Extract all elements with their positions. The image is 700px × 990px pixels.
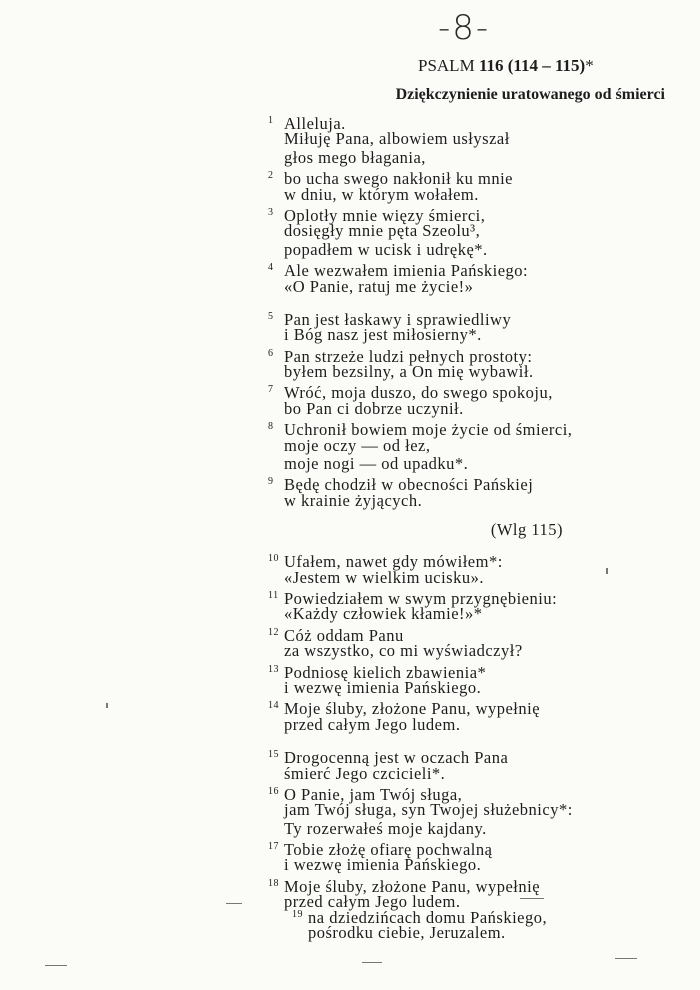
psalm-title xyxy=(418,56,594,76)
verse-line xyxy=(268,624,628,645)
verse-line xyxy=(268,856,628,874)
verse-block xyxy=(268,112,628,912)
verse-line xyxy=(268,838,628,860)
scan-artifact xyxy=(362,962,382,963)
verse-number: 12 xyxy=(268,626,279,638)
verse-line xyxy=(268,765,628,783)
verse-text: Wróć, moja duszo, do swego spokoju, xyxy=(284,383,553,403)
verse-line xyxy=(268,455,628,473)
verse-line xyxy=(268,418,628,440)
verse-number: 7 xyxy=(268,384,274,396)
verse-number: 14 xyxy=(268,700,279,712)
verse-text: Będę chodził w obecności Pańskiej xyxy=(284,475,534,495)
verse-text: w dniu, w którym wołałem. xyxy=(284,184,479,204)
verse-line xyxy=(268,569,628,587)
verse-line xyxy=(268,259,628,281)
verse-text: moje nogi — od upadku*. xyxy=(284,454,469,474)
verse-text: dosięgły mnie pęta Szeolu³, xyxy=(284,221,481,241)
verse-number: 8 xyxy=(268,421,274,433)
verse-line xyxy=(268,661,628,682)
verse-text: i Bóg nasz jest miłosierny*. xyxy=(284,325,482,345)
verse-line xyxy=(268,875,628,896)
verse-line xyxy=(268,587,628,608)
verse-text: Moje śluby, złożone Panu, wypełnię xyxy=(284,699,541,719)
verse-line xyxy=(268,381,628,403)
verse-line xyxy=(268,716,628,734)
page-number: -8- xyxy=(438,8,491,48)
psalm-title-prefix: PSALM xyxy=(418,56,479,75)
verse-text: «O Panie, ratuj me życie!» xyxy=(284,276,474,296)
verse-text: jam Twój sługa, syn Twojej służebnicy*: xyxy=(284,800,573,820)
verse-text: Miłuję Pana, albowiem usłyszał xyxy=(284,129,510,149)
verse-text: Pan jest łaskawy i sprawiedliwy xyxy=(284,309,512,329)
verse-text: w krainie żyjących. xyxy=(284,490,423,510)
verse-line xyxy=(268,363,628,381)
stanza-gap xyxy=(268,734,628,746)
verse-text: pośrodku ciebie, Jeruzalem. xyxy=(308,923,506,943)
verse-line xyxy=(268,204,628,225)
verse-number: 11 xyxy=(268,589,279,601)
verse-text: za wszystko, co mi wyświadczył? xyxy=(284,641,523,661)
verse-number: 5 xyxy=(268,310,274,322)
verse-text: Cóż oddam Panu xyxy=(284,625,404,645)
verse-text: Ty rozerwałeś moje kajdany. xyxy=(284,818,487,838)
verse-line xyxy=(268,492,628,510)
verse-text: Oplotły mnie więzy śmierci, xyxy=(284,205,486,225)
verse-number: 9 xyxy=(268,476,274,488)
verse-line xyxy=(268,308,628,329)
verse-line xyxy=(268,783,628,804)
verse-text: głos mego błagania, xyxy=(284,147,426,167)
verse-number: 16 xyxy=(268,785,279,797)
verse-text: na dziedzińcach domu Pańskiego, xyxy=(308,908,548,927)
verse-line xyxy=(268,820,628,838)
verse-line xyxy=(268,400,628,418)
verse-text: Drogocenną jest w oczach Pana xyxy=(284,748,509,768)
verse-block-continuation xyxy=(292,906,632,943)
verse-text: byłem bezsilny, a On mię wybawił. xyxy=(284,362,534,382)
verse-line xyxy=(268,801,628,819)
stanza-gap xyxy=(268,296,628,308)
verse-line xyxy=(268,112,628,133)
verse-line xyxy=(268,326,628,344)
section-reference: (Wlg 115) xyxy=(490,520,563,540)
verse-text: Alleluja. xyxy=(284,114,346,133)
verse-line xyxy=(268,149,628,167)
verse-line xyxy=(268,278,628,296)
verse-text: Powiedziałem w swym przygnębieniu: xyxy=(284,588,558,608)
verse-line xyxy=(268,222,628,240)
verse-line xyxy=(268,550,628,572)
verse-text: i wezwę imienia Pańskiego. xyxy=(284,855,482,875)
verse-line xyxy=(268,746,628,768)
verse-number: 13 xyxy=(268,663,279,675)
verse-text: Pan strzeże ludzi pełnych prostoty: xyxy=(284,346,533,366)
verse-line xyxy=(268,605,628,623)
psalm-title-number: 116 (114 – 115) xyxy=(478,56,586,75)
verse-line xyxy=(292,924,632,942)
scan-artifact xyxy=(615,958,637,959)
verse-line xyxy=(268,130,628,148)
psalm-subtitle: Dziękczynienie uratowanego od śmierci xyxy=(395,86,665,103)
verse-number: 1 xyxy=(268,115,274,126)
verse-number: 10 xyxy=(268,553,279,565)
verse-line xyxy=(268,679,628,697)
verse-text: popadłem w ucisk i udrękę*. xyxy=(284,239,488,259)
verse-line xyxy=(268,186,628,204)
scan-artifact xyxy=(106,703,108,708)
verse-text: bo Pan ci dobrze uczynił. xyxy=(284,398,464,418)
verse-line xyxy=(268,697,628,719)
verse-text: przed całym Jego ludem. xyxy=(284,892,461,912)
psalm-title-asterisk: * xyxy=(585,56,594,75)
verse-number: 17 xyxy=(268,841,279,853)
verse-line xyxy=(268,437,628,455)
verse-number: 3 xyxy=(268,206,274,218)
verse-text: «Jestem w wielkim ucisku». xyxy=(284,567,484,587)
verse-text: Tobie złożę ofiarę pochwalną xyxy=(284,840,493,860)
verse-text: przed całym Jego ludem. xyxy=(284,714,461,734)
verse-text: Moje śluby, złożone Panu, wypełnię xyxy=(284,876,541,896)
verse-number: 2 xyxy=(268,170,274,182)
verse-line xyxy=(268,473,628,495)
verse-text: Ufałem, nawet gdy mówiłem*: xyxy=(284,552,503,572)
verse-text: Podniosę kielich zbawienia* xyxy=(284,662,487,682)
scan-artifact xyxy=(606,568,608,574)
verse-line xyxy=(268,642,628,660)
verse-text: moje oczy — od łez, xyxy=(284,435,431,455)
verse-number: 6 xyxy=(268,347,274,359)
verse-text: Ale wezwałem imienia Pańskiego: xyxy=(284,261,529,281)
scan-artifact xyxy=(45,965,67,966)
verse-number: 15 xyxy=(268,749,279,761)
verse-line xyxy=(268,167,628,189)
verse-text: i wezwę imienia Pańskiego. xyxy=(284,677,482,697)
verse-number: 4 xyxy=(268,262,274,274)
verse-text: bo ucha swego nakłonił ku mnie xyxy=(284,169,514,189)
verse-number: 18 xyxy=(268,877,279,889)
verse-number: 19 xyxy=(292,909,303,920)
verse-line xyxy=(292,906,632,927)
verse-text: Uchronił bowiem moje życie od śmierci, xyxy=(284,420,573,440)
verse-text: śmierć Jego czcicieli*. xyxy=(284,763,446,783)
verse-text: «Każdy człowiek kłamie!»* xyxy=(284,604,483,624)
scan-artifact xyxy=(520,898,544,899)
scan-artifact xyxy=(226,903,242,904)
verse-line xyxy=(268,241,628,259)
verse-text: O Panie, jam Twój sługa, xyxy=(284,784,463,804)
verse-line xyxy=(268,345,628,366)
